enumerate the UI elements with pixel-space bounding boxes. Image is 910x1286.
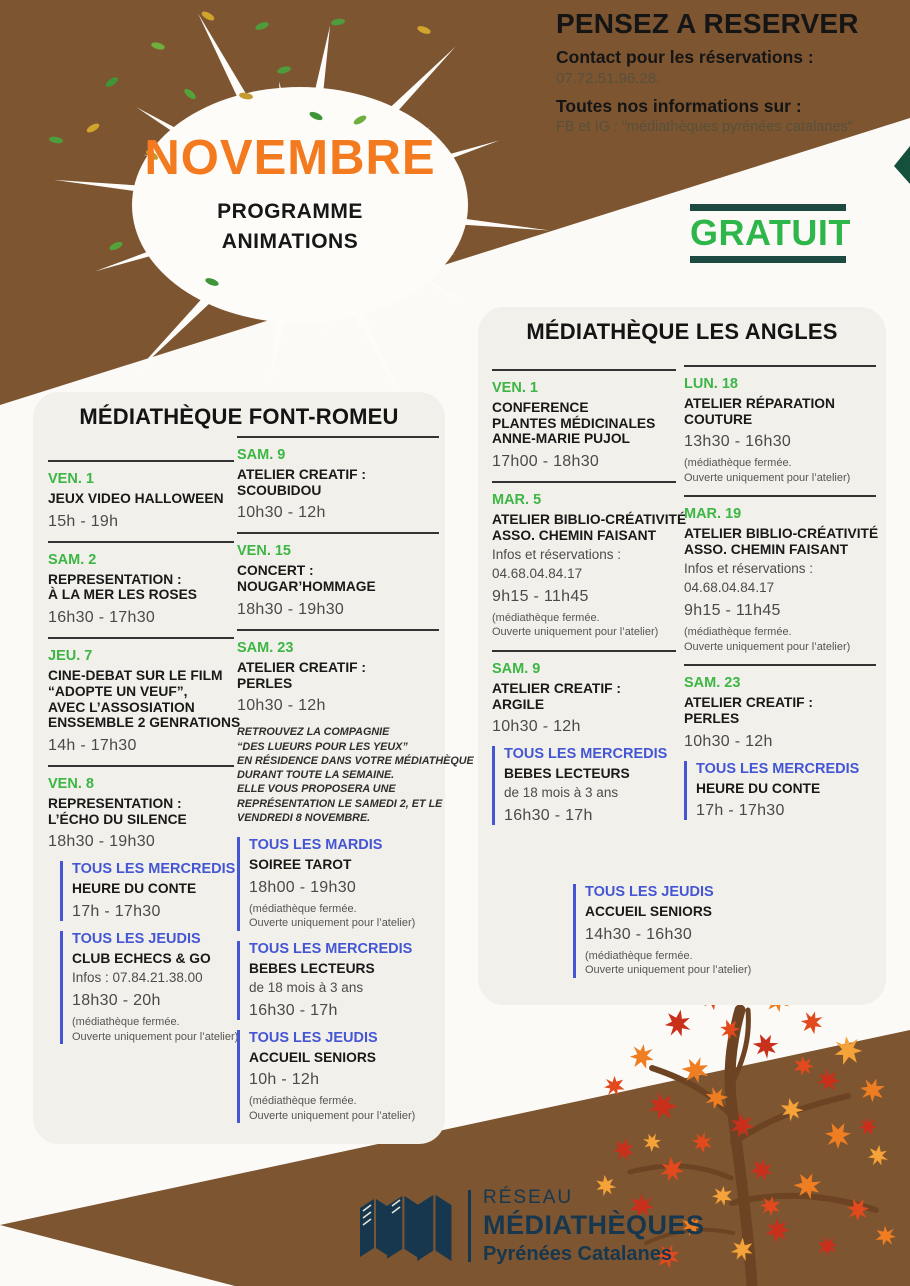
event-info: Infos : 07.84.21.38.00 [72,969,203,985]
event-title: ARGILE [492,696,545,712]
event-title: ATELIER CREATIF : [237,467,367,482]
separator [492,481,676,483]
event-time: 16h30 - 17h30 [48,609,156,627]
event-info: de 18 mois à 3 ans [504,785,619,801]
leaf-icon [331,18,346,27]
event-block [492,650,676,736]
event-title: ASSO. CHEMIN FAISANT [492,527,657,543]
panel-les-angles [478,307,886,1005]
event-title: CINE-DEBAT SUR LE FILM [48,668,223,684]
event-note: Ouverte uniquement pour l’atelier) [492,626,659,639]
event-date: SAM. 2 [48,551,97,568]
event-time: 17h - 17h30 [696,802,785,820]
event-note: (médiathèque fermée. [492,611,600,624]
event-note: Ouverte uniquement pour l’atelier) [684,471,851,484]
event-title: REPRESENTATION : [48,571,182,587]
leaf-icon [254,21,269,32]
note-line: EN RÉSIDENCE DANS VOTRE MÉDIATHÈQUE [237,754,474,767]
recurring-event [60,861,234,921]
event-title: BEBES LECTEURS [504,766,630,782]
event-note: (médiathèque fermée. [585,949,693,962]
leaf-icon [276,65,291,75]
maple-leaf-icon [794,1056,815,1077]
event-note: Ouverte uniquement pour l’atelier) [684,640,851,653]
maple-leaf-icon [657,1155,688,1186]
badge-bottom-bar [690,256,846,263]
note-line: REPRÉSENTATION LE SAMEDI 2, ET LE [237,797,443,810]
badge-top-bar [690,204,846,211]
event-note: (médiathèque fermée. [249,902,357,915]
event-info: 04.68.04.84.17 [684,580,775,596]
maple-leaf-icon [610,1136,637,1163]
leaf-icon [416,25,431,36]
event-block [492,369,676,471]
month-title: NOVEMBRE [144,131,436,185]
event-note: (médiathèque fermée. [249,1095,357,1108]
recurring-event [684,761,876,821]
recurring-event [492,746,676,825]
event-block [48,931,239,1044]
free-badge [690,204,851,263]
maple-leaf-icon [640,1130,664,1154]
event-time: 18h30 - 19h30 [48,833,156,851]
event-block [237,436,439,522]
event-date: SAM. 23 [684,675,741,692]
reservation-block [556,8,901,144]
event-time: 17h00 - 18h30 [492,453,600,471]
leaf-icon [200,10,215,23]
event-time: 14h - 17h30 [48,737,137,755]
maple-leaf-icon [748,1156,776,1184]
event-note: Ouverte uniquement pour l’atelier) [249,1109,416,1122]
event-title: NOUGAR’HOMMAGE [237,579,376,595]
dated-event [684,376,876,485]
dated-event [48,648,241,755]
note-line: RETROUVEZ LA COMPAGNIE [237,726,390,739]
event-time: 10h - 12h [249,1071,320,1089]
maple-leaf-icon [798,1008,825,1035]
event-block [492,481,687,640]
event-title: ASSO. CHEMIN FAISANT [684,542,849,558]
les-angles-column-left [492,365,687,835]
maple-leaf-icon [858,1076,886,1104]
event-date: VEN. 8 [48,776,94,793]
recurring-event [237,837,439,931]
separator [237,532,439,534]
maple-leaf-icon [813,1065,843,1095]
font-romeu-column-left [48,456,241,1054]
event-time: 13h30 - 16h30 [684,433,792,451]
event-time: 18h30 - 20h [72,992,161,1010]
event-title: JEUX VIDEO HALLOWEEN [48,491,224,506]
event-time: 9h15 - 11h45 [684,602,781,620]
logo-divider [468,1190,471,1262]
event-title: ENSSEMBLE 2 GENRATIONS [48,715,241,731]
separator [684,664,876,666]
event-title: SOIREE TAROT [249,857,352,873]
dated-event [492,661,676,736]
event-block [237,941,439,1020]
event-time: 15h - 19h [48,512,119,530]
social-handles: FB et IG : “médiathèques pyrénées catalanes” [556,119,853,135]
separator [48,460,234,462]
event-title: HEURE DU CONTE [696,780,821,796]
maple-leaf-icon [865,1143,891,1169]
event-note: (médiathèque fermée. [72,1016,180,1029]
event-date: LUN. 18 [684,376,738,392]
event-time: 18h30 - 19h30 [237,600,345,618]
event-block [684,761,876,821]
reserve-title: PENSEZ A RESERVER [556,8,859,39]
event-date: VEN. 1 [492,380,538,396]
leaf-icon [183,87,198,101]
event-info: 04.68.04.84.17 [492,565,583,581]
event-date: MAR. 19 [684,506,742,523]
contact-label: Contact pour les réservations : [556,47,814,67]
maple-leaf-icon [749,1029,783,1063]
event-title: BEBES LECTEURS [249,960,375,976]
separator [48,765,234,767]
event-block [48,541,234,627]
separator [684,365,876,367]
note-line: ELLE VOUS PROPOSERA UNE [237,783,396,796]
maple-leaf-icon [832,1034,864,1066]
program-subtitle [110,197,470,258]
phone-number: 07.72.51.96.28. [556,70,661,87]
logo-line2: MÉDIATHÈQUES [483,1209,705,1240]
event-date: SAM. 9 [492,661,541,677]
event-title: ATELIER CREATIF : [237,659,367,675]
event-title: “ADOPTE UN VEUF”, [48,683,188,699]
maple-leaf-icon [643,1087,681,1125]
event-info: Infos et réservations : [492,546,622,562]
event-title: ATELIER BIBLIO-CRÉATIVITÉ [492,512,687,528]
section-title-les-angles: MÉDIATHÈQUE LES ANGLES [526,319,838,344]
event-title: PERLES [684,711,740,727]
panel-font-romeu [33,392,474,1144]
info-label: Toutes nos informations sur : [556,96,802,116]
event-date: JEU. 7 [48,648,93,665]
dated-event [48,552,234,627]
recurring-label: TOUS LES JEUDIS [585,884,714,900]
recurring-label: TOUS LES MERCREDIS [249,940,413,957]
recurring-event [237,1030,439,1124]
event-date: SAM. 23 [237,639,294,656]
leaf-icon [104,75,119,88]
leaf-icon [49,136,64,145]
maple-leaf-icon [603,1075,626,1098]
event-title: PLANTES MÉDICINALES [492,415,656,431]
recurring-label: TOUS LES MERCREDIS [696,760,860,777]
event-info: de 18 mois à 3 ans [249,979,364,995]
event-title: ATELIER RÉPARATION [684,396,835,411]
dated-event [492,380,676,471]
event-time: 9h15 - 11h45 [492,587,589,605]
event-time: 16h30 - 17h [249,1001,338,1019]
recurring-event [237,941,439,1020]
recurring-event [60,931,239,1044]
event-title: ANNE-MARIE PUJOL [492,431,630,447]
event-block [48,460,234,531]
residency-note [237,725,474,825]
program-line2: ANIMATIONS [221,230,359,254]
les-angles-column-right [684,361,879,830]
section-title-font-romeu: MÉDIATHÈQUE FONT-ROMEU [79,404,399,429]
event-date: VEN. 15 [237,543,291,560]
event-block [237,629,439,715]
event-block [684,664,876,750]
dated-event [48,776,234,851]
maple-leaf-icon [816,1234,839,1257]
event-info: Infos et réservations : [684,560,814,576]
event-title: PERLES [237,675,293,691]
logo-line3: Pyrénées Catalanes [483,1242,673,1265]
event-block [492,746,676,825]
event-time: 16h30 - 17h [504,807,593,825]
dated-event [684,506,879,654]
dated-event [492,492,687,640]
event-title: SCOUBIDOU [237,482,322,498]
maple-leaf-icon [875,1225,897,1247]
maple-leaf-icon [825,1123,851,1149]
event-time: 17h - 17h30 [72,903,161,921]
event-time: 18h00 - 19h30 [249,878,357,896]
event-title: ACCUEIL SENIORS [585,904,713,919]
event-note: Ouverte uniquement pour l’atelier) [249,917,416,930]
maple-leaf-icon [777,1095,808,1126]
dated-event [237,543,439,618]
event-date: VEN. 1 [48,471,94,487]
event-note: Ouverte uniquement pour l’atelier) [72,1030,239,1043]
dated-event [237,447,439,522]
dated-event [48,471,234,531]
event-block [48,637,241,755]
event-title: CONCERT : [237,563,314,579]
event-block [237,532,439,618]
maple-leaf-icon [662,1008,694,1040]
recurring-event [573,884,813,978]
separator [48,637,234,639]
event-note: (médiathèque fermée. [684,457,792,470]
event-title: L’ÉCHO DU SILENCE [48,811,187,827]
event-block [573,884,813,978]
font-romeu-column-right [237,432,474,1133]
event-time: 10h30 - 12h [237,504,326,522]
event-time: 10h30 - 12h [684,732,773,750]
event-block [684,495,879,654]
maple-leaf-icon [761,1213,795,1247]
separator [48,541,234,543]
event-title: CLUB ECHECS & GO [72,951,211,967]
event-title: ATELIER CREATIF : [492,681,622,696]
event-title: ATELIER BIBLIO-CRÉATIVITÉ [684,526,879,542]
separator [237,436,439,438]
logo-line1: RÉSEAU [483,1186,574,1208]
leaf-icon [150,41,165,51]
recurring-label: TOUS LES MARDIS [249,837,383,854]
open-books-icon [358,1186,458,1266]
leaf-icon [85,122,100,135]
recurring-label: TOUS LES MERCREDIS [504,746,668,763]
note-line: “DES LUEURS POUR LES YEUX” [237,740,408,753]
event-date: MAR. 5 [492,492,542,509]
recurring-label: TOUS LES JEUDIS [249,1029,378,1046]
separator [237,629,439,631]
event-title: ACCUEIL SENIORS [249,1049,377,1065]
event-time: 14h30 - 16h30 [585,925,693,943]
event-block [237,837,439,931]
network-logo [358,1186,705,1266]
dated-event [237,640,439,715]
event-time: 10h30 - 12h [237,697,326,715]
maple-leaf-icon [859,1117,877,1135]
event-title: COUTURE [684,411,753,427]
les-angles-centered-event [573,883,813,988]
event-title: ATELIER CREATIF : [684,695,814,711]
event-title: CONFERENCE [492,400,589,415]
recurring-label: TOUS LES MERCREDIS [72,861,236,878]
event-title: À LA MER LES ROSES [48,587,197,603]
event-block [237,1030,439,1124]
logo-text [483,1187,705,1266]
separator [492,650,676,652]
recurring-label: TOUS LES JEUDIS [72,931,201,948]
program-line1: PROGRAMME [217,200,363,223]
event-title: AVEC L’ASSOSIATION [48,699,195,715]
event-time: 10h30 - 12h [492,718,581,736]
event-block [684,365,876,485]
event-block [48,765,234,851]
separator [684,495,876,497]
separator [492,369,676,371]
event-note: Ouverte uniquement pour l’atelier) [585,964,752,977]
event-note: (médiathèque fermée. [684,626,792,639]
event-title: REPRESENTATION : [48,796,182,812]
free-badge-label: GRATUIT [690,212,851,253]
maple-leaf-icon [688,1128,716,1156]
note-line: VENDREDI 8 NOVEMBRE. [237,811,371,824]
note-line: DURANT TOUTE LA SEMAINE. [237,769,395,782]
event-title: HEURE DU CONTE [72,881,197,897]
dated-event [684,675,876,750]
event-date: SAM. 9 [237,447,286,463]
event-block [48,861,234,921]
